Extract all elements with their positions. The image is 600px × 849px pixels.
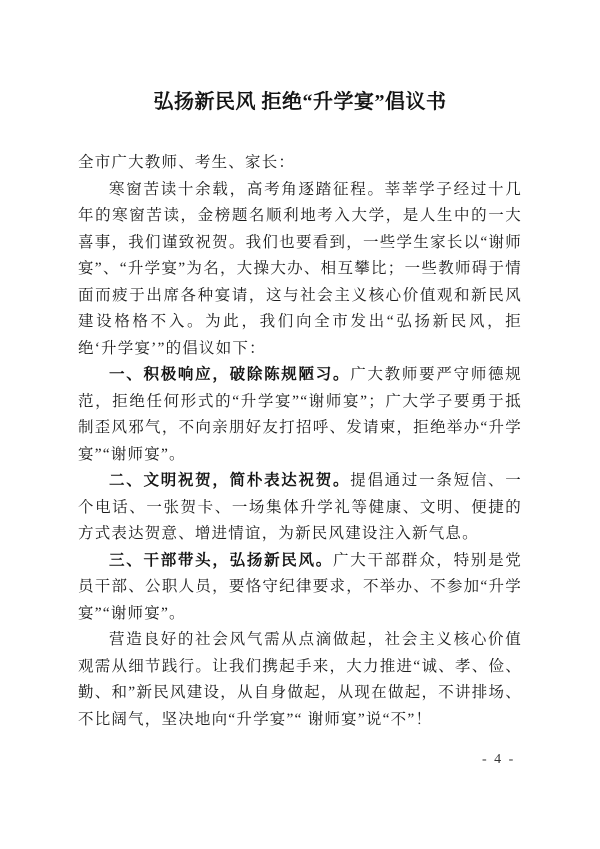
- paragraph-text: 营造良好的社会风气需从点滴做起，社会主义核心价值观需从细节践行。让我们携起手来，大力推进“诚、孝、俭、勤、和”新民风建设，从自身做起，从现在做起，不讲排场、不比阔气，坚决地向“升学宴”“ 谢师宴”说“不”！: [78, 631, 522, 728]
- paragraph-item-3: [78, 548, 522, 628]
- paragraph-closing: [78, 627, 522, 733]
- page-number: - 4 -: [482, 752, 516, 767]
- paragraph-lead: 二、文明祝贺，简朴表达祝贺。: [109, 472, 351, 489]
- paragraph-intro: [78, 177, 522, 363]
- document-body: [78, 150, 522, 733]
- paragraph-lead: 一、积极响应，破除陈规陋习。: [109, 366, 351, 383]
- paragraph-lead: 三、干部带头，弘扬新民风。: [109, 551, 333, 569]
- paragraph-item-1: [78, 362, 522, 468]
- salutation: 全市广大教师、考生、家长：: [78, 154, 296, 171]
- paragraph-text: 寒窗苦读十余载，高考角逐踏征程。莘莘学子经过十几年的寒窗苦读，金榜题名顺利地考入大学，是人生中的一大喜事，我们谨致祝贺。我们也要看到，一些学生家长以“谢师宴”、“升学宴”为名，大操大办、相互攀比；一些教师碍于情面而疲于出席各种宴请，这与社会主义核心价值观和新民风建设格格不入。为此，我们向全市发出“弘扬新民风，拒绝‘升学宴’”的倡议如下：: [78, 180, 522, 357]
- paragraph-text: 广大干部群众，特别是党员干部、公职人员，要恪守纪律要求，不举办、不参加“升学宴”“谢师宴”。: [78, 551, 522, 622]
- paragraph-text: 提倡通过一条短信、一个电话、一张贺卡、一场集体升学礼等健康、文明、便捷的方式表达贺意、增进情谊，为新民风建设注入新气息。: [78, 472, 522, 542]
- paragraph-text: 广大教师要严守师德规范，拒绝任何形式的“升学宴”“谢师宴”；广大学子要勇于抵制歪风邪气，不向亲朋好友打招呼、发请柬，拒绝举办“升学宴”“谢师宴”。: [78, 366, 522, 463]
- document-title: 弘扬新民风 拒绝“升学宴”倡议书: [153, 91, 447, 113]
- paragraph-item-2: [78, 468, 522, 548]
